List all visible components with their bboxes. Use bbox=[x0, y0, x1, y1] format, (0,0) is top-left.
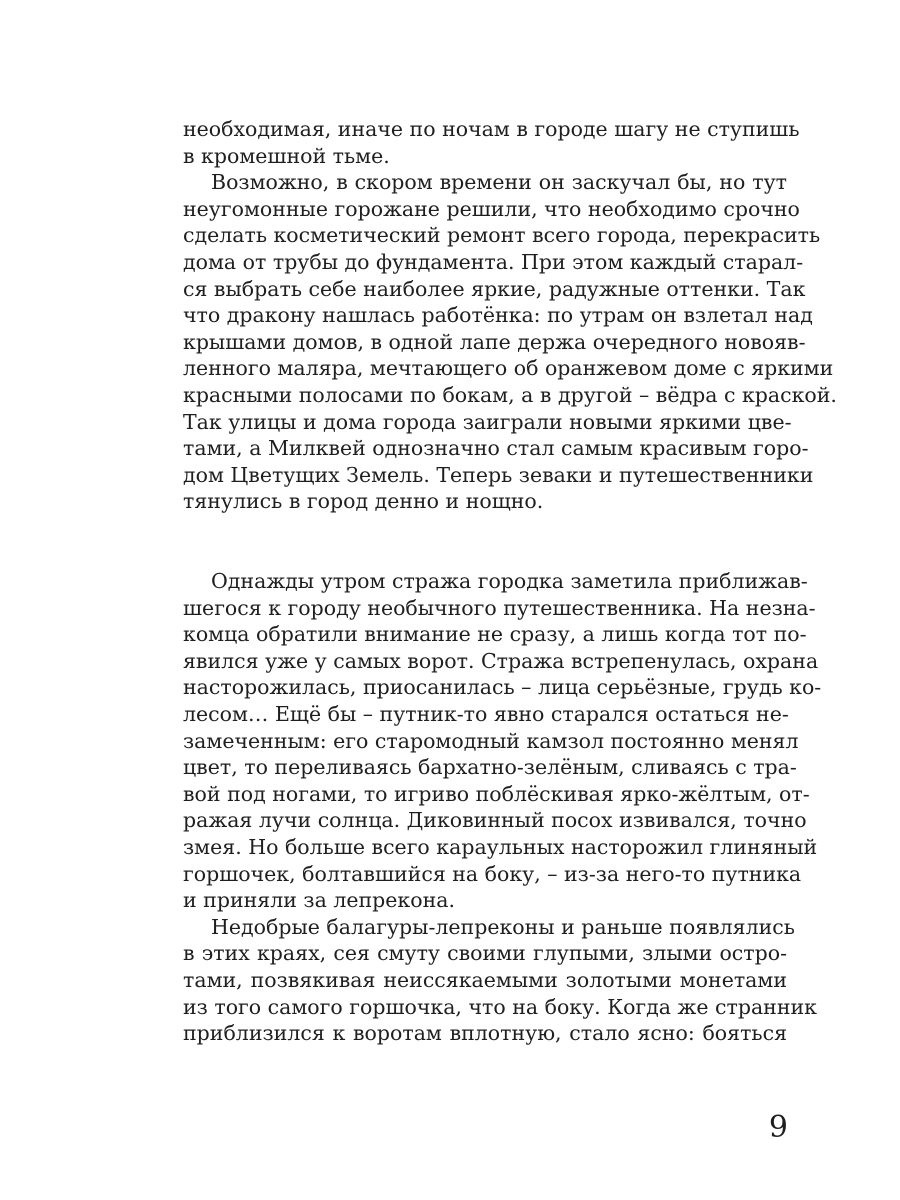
text-line: вой под ногами, то игриво поблёскивая ярко-жёлтым, от- bbox=[183, 781, 810, 806]
text-line: необходимая, иначе по ночам в городе шагу не ступишь bbox=[183, 117, 800, 141]
page-number: 9 bbox=[768, 1110, 788, 1145]
text-line: замеченным: его старомодный камзол постоянно менял bbox=[183, 728, 799, 753]
text-line: дома от трубы до фундамента. При этом каждый старал- bbox=[183, 249, 804, 274]
text-line: в кромешной тьме. bbox=[183, 143, 390, 168]
text-line: сделать косметический ремонт всего города, перекрасить bbox=[183, 223, 821, 248]
text-line: явился уже у самых ворот. Стража встрепенулась, охрана bbox=[183, 648, 819, 673]
text-line: Однажды утром стража городка заметила приближав- bbox=[211, 569, 808, 593]
text-line: красными полосами по бокам, а в другой – вёдра с краской. bbox=[183, 382, 837, 407]
text-line: ражая лучи солнца. Диковинный посох извивался, точно bbox=[183, 808, 807, 833]
text-line: Так улицы и дома города заиграли новыми яркими цве- bbox=[183, 409, 792, 434]
text-block-top bbox=[183, 116, 837, 515]
text-line: Возможно, в скором времени он заскучал бы, но тут bbox=[211, 170, 787, 195]
text-line: и приняли за лепрекона. bbox=[183, 888, 455, 913]
text-line: неугомонные горожане решили, что необходимо срочно bbox=[183, 196, 800, 221]
text-line: из того самого горшочка, что на боку. Когда же странник bbox=[183, 994, 817, 1019]
text-line: цвет, то переливаясь бархатно-зелёным, сливаясь с тра- bbox=[183, 755, 797, 780]
text-line: тами, а Милквей однозначно стал самым красивым горо- bbox=[183, 436, 809, 461]
text-line: тянулись в город денно и нощно. bbox=[183, 489, 544, 514]
text-line: шегося к городу необычного путешественника. На незна- bbox=[183, 595, 816, 620]
text-line: горшочек, болтавшийся на боку, – из-за него-то путника bbox=[183, 861, 802, 886]
text-line: ленного маляра, мечтающего об оранжевом доме с яркими bbox=[183, 356, 834, 381]
text-line: насторожилась, приосанилась – лица серьёзные, грудь ко- bbox=[183, 675, 822, 700]
text-line: тами, позвякивая неиссякаемыми золотыми монетами bbox=[183, 967, 787, 992]
text-line: комца обратили внимание не сразу, а лишь когда тот по- bbox=[183, 622, 807, 647]
text-line: что дракону нашлась работёнка: по утрам он взлетал над bbox=[183, 303, 813, 328]
text-block-bottom bbox=[183, 568, 822, 1047]
text-line: приблизился к воротам вплотную, стало ясно: бояться bbox=[183, 1021, 787, 1046]
text-line: ся выбрать себе наиболее яркие, радужные оттенки. Так bbox=[183, 276, 806, 301]
text-line: лесом… Ещё бы – путник-то явно старался остаться не- bbox=[183, 701, 789, 726]
text-line: змея. Но больше всего караульных насторожил глиняный bbox=[183, 834, 818, 859]
text-line: Недобрые балагуры-лепреконы и раньше появлялись bbox=[211, 914, 795, 939]
text-line: в этих краях, сея смуту своими глупыми, злыми остро- bbox=[183, 941, 787, 966]
text-line: крышами домов, в одной лапе держа очередного новояв- bbox=[183, 329, 806, 354]
text-line: дом Цветущих Земель. Теперь зеваки и путешественники bbox=[183, 462, 814, 487]
